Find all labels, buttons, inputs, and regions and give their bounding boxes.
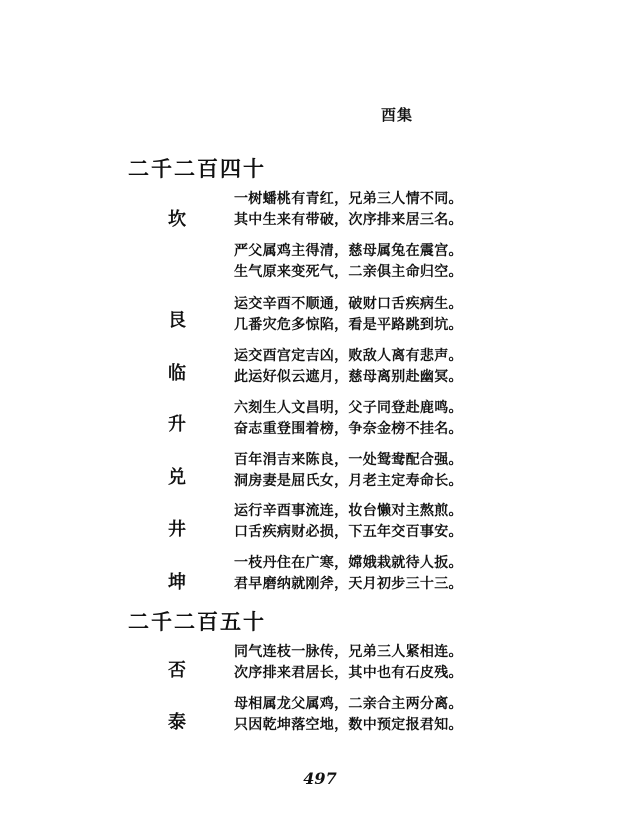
gua-label: 否 (168, 660, 186, 681)
verse-line: 一树蟠桃有青红，兄弟三人情不同。 (234, 191, 463, 207)
verse-line: 六刻生人文昌明，父子同登赴鹿鸣。 (234, 400, 463, 416)
verse (234, 398, 463, 440)
running-header: 酉集 (381, 106, 414, 124)
verse-line: 母相属龙父属鸡，二亲合主两分离。 (234, 696, 463, 712)
verse-line: 生气原来变死气，二亲俱主命归空。 (234, 264, 463, 280)
page-number: 497 (303, 769, 337, 788)
verse-line: 奋志重登围着榜，争奈金榜不挂名。 (234, 421, 463, 437)
verse-line: 运行辛酉事流连，妆台懒对主熬煎。 (234, 503, 463, 519)
verse-line: 只因乾坤落空地，数中预定报君知。 (234, 717, 463, 733)
section-heading: 二千二百五十 (128, 609, 266, 634)
verse-line: 次序排来君居长，其中也有石皮残。 (234, 665, 463, 681)
section-heading: 二千二百四十 (128, 156, 266, 181)
verse (234, 694, 463, 736)
verse-line: 君早磨纳就刚斧，天月初步三十三。 (234, 576, 463, 592)
verse (234, 294, 463, 336)
verse-line: 严父属鸡主得清，慈母属兔在震宫。 (234, 243, 463, 259)
gua-label: 兑 (168, 467, 186, 488)
verse-line: 口舌疾病财必损，下五年交百事安。 (234, 524, 463, 540)
verse (234, 189, 463, 231)
verse-line: 运交酉宫定吉凶，败敌人离有悲声。 (234, 348, 463, 364)
gua-label: 坎 (168, 209, 186, 230)
verse-line: 同气连枝一脉传，兄弟三人紧相连。 (234, 644, 463, 660)
verse (234, 642, 463, 684)
verse-line: 此运好似云遮月，慈母离别赴幽冥。 (234, 369, 463, 385)
gua-label: 坤 (168, 572, 186, 593)
verse (234, 241, 463, 283)
verse-line: 百年涓吉来陈良，一处鸳鸯配合强。 (234, 452, 463, 468)
gua-label: 井 (168, 519, 186, 540)
gua-label: 艮 (168, 310, 186, 331)
verse-line: 洞房妻是屈氏女，月老主定寿命长。 (234, 473, 463, 489)
verse (234, 346, 463, 388)
verse (234, 553, 463, 595)
verse (234, 450, 463, 492)
gua-label: 升 (168, 414, 186, 435)
verse-line: 几番灾危多惊陷，看是平路跳到坑。 (234, 317, 463, 333)
verse-line: 其中生来有带破，次序排来居三名。 (234, 212, 463, 228)
verse-line: 运交辛酉不顺通，破财口舌疾病生。 (234, 296, 463, 312)
verse-line: 一枝丹住在广寒，嫦娥栽就待人扳。 (234, 555, 463, 571)
gua-label: 泰 (168, 712, 186, 733)
gua-label: 临 (168, 363, 186, 384)
verse (234, 501, 463, 543)
